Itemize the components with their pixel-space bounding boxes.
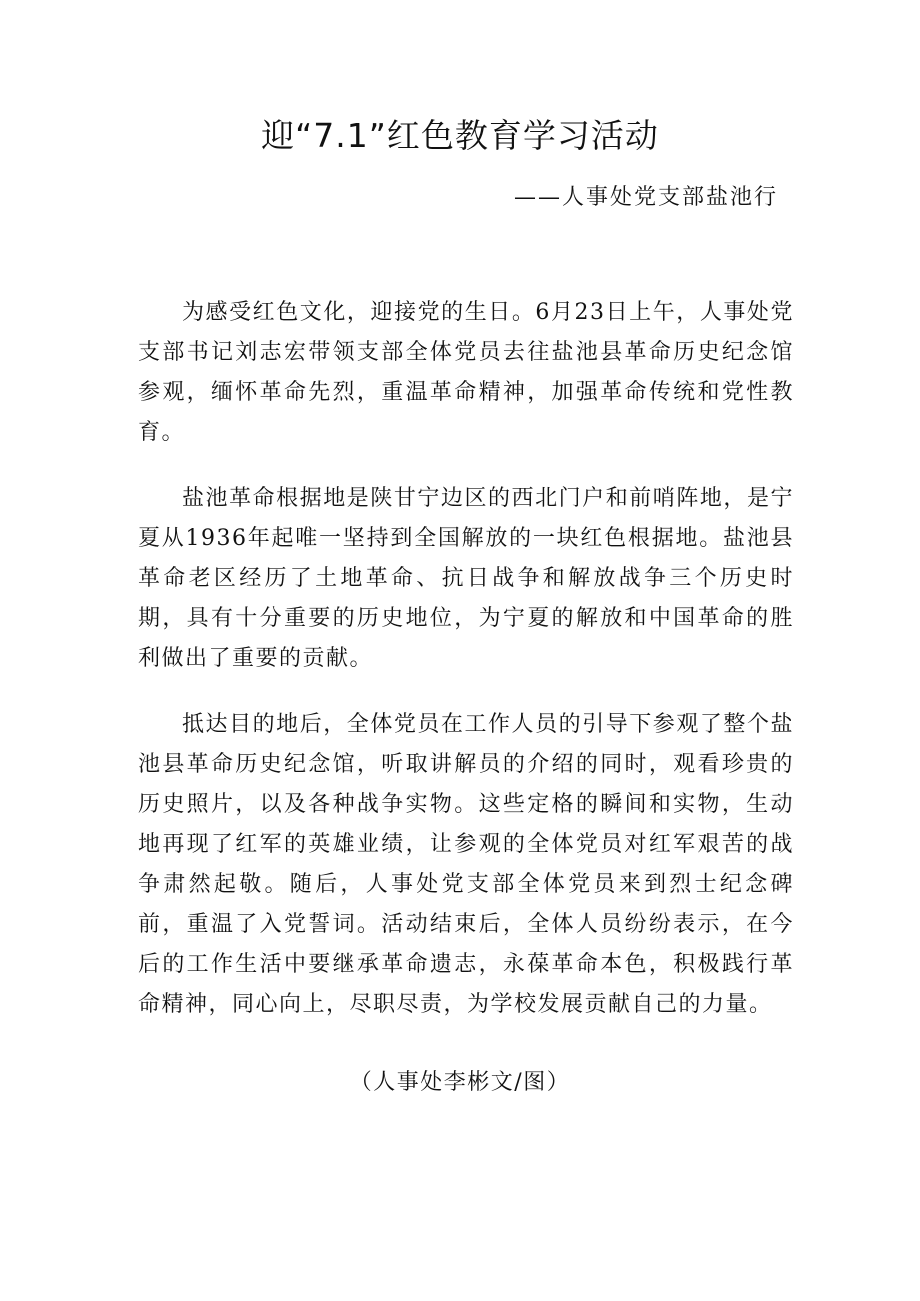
paragraph-3: 抵达目的地后，全体党员在工作人员的引导下参观了整个盐池县革命历史纪念馆，听取讲解员的介绍的同时，观看珍贵的历史照片，以及各种战争实物。这些定格的瞬间和实物，生动地再现了红军的英雄业绩，让参观的全体党员对红军艰苦的战争肃然起敬。随后，人事处党支部全体党员来到烈士纪念碑前，重温了入党誓词。活动结束后，全体人员纷纷表示，在今后的工作生活中要继承革命遗志，永葆革命本色，积极践行革命精神，同心向上，尽职尽责，为学校发展贡献自己的力量。 [138, 712, 794, 1017]
paragraph-1: 为感受红色文化，迎接党的生日。6月23日上午，人事处党支部书记刘志宏带领支部全体党员去往盐池县革命历史纪念馆参观，缅怀革命先烈，重温革命精神，加强革命传统和党性教育。 [138, 300, 794, 445]
paragraph-2: 盐池革命根据地是陕甘宁边区的西北门户和前哨阵地，是宁夏从1936年起唯一坚持到全国解放的一块红色根据地。盐池县革命老区经历了土地革命、抗日战争和解放战争三个历史时期，具有十分重要的历史地位，为宁夏的解放和中国革命的胜利做出了重要的贡献。 [138, 486, 794, 671]
author-credit: （人事处李彬文/图） [349, 1070, 571, 1095]
article-title: 迎“7.1”红色教育学习活动 [261, 116, 659, 155]
article-subtitle: ——人事处党支部盐池行 [513, 185, 778, 210]
article-body [138, 293, 794, 1051]
